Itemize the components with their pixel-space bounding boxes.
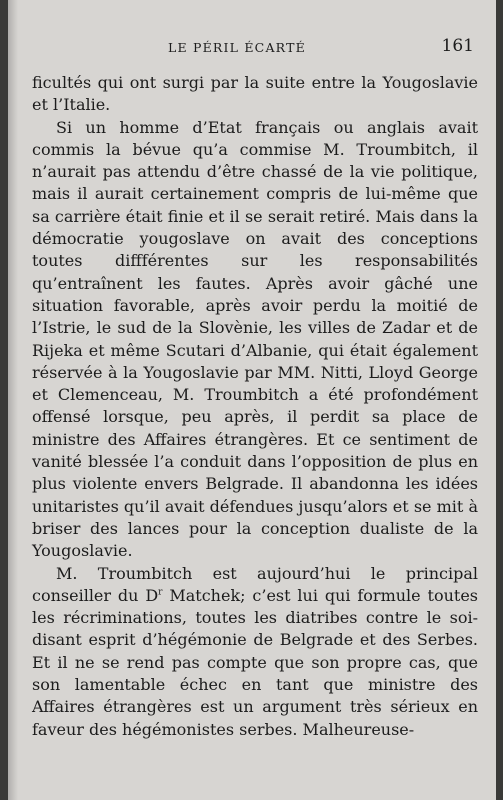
paragraph-2: Si un homme d’Etat français ou anglais avait commis la bévue qu’a commise M. Troumbitch, il n’aurait pas attendu d’être chassé de la vie politique, mais il aurait certainement compris de lui-même que sa carrière était finie et il se serait retiré. Mais dans la démocratie yougoslave on avait des conceptions toutes diffférentes sur les responsabilités qu’entraînent les fautes. Après avoir gâché une situation favorable, après avoir perdu la moitié de l’Istrie, le sud de la Slovènie, les villes de Zadar et de Rijeka et même Scutari d’Albanie, qui était également réservée à la Yougoslavie par MM. Nitti, Lloyd George et Clemenceau, M. Troumbitch a été profondément offensé lorsque, peu après, il perdit sa place de ministre des Affaires étrangères. Et ce sentiment de vanité blessée l’a conduit dans l’opposition de plus en plus violente envers Belgrade. Il abandonna les idées unitaristes qu’il avait défendues jusqu’alors et se mit à briser des lances pour la conception dualiste de la Yougoslavie. (32, 117, 478, 561)
page-number: 161 (441, 36, 474, 56)
paragraph-3-end: Matchek; c’est lui qui formule toutes les récriminations, toutes les diatribes contre le soi-disant esprit d’hégémonie de Belgrade et des Serbes. Et il ne se rend pas compte que son propre cas, que son lamentable échec en tant que ministre des Affaires étrangères est un argument très sérieux en faveur des hégémonistes serbes. Malheureuse- (32, 585, 478, 739)
running-title: LE PÉRIL ÉCARTÉ (168, 40, 306, 55)
doctor-abbrev-superscript: r (158, 587, 163, 598)
paragraph-1: ficultés qui ont surgi par la suite entre la Yougoslavie et l’Italie. (32, 73, 478, 115)
paragraph-3-start: M. Troumbitch est aujourd’hui le principal conseiller du D (32, 563, 478, 605)
page-header (32, 34, 478, 72)
book-page (8, 0, 496, 800)
body-text (32, 72, 478, 741)
paragraph-3 (32, 563, 478, 741)
